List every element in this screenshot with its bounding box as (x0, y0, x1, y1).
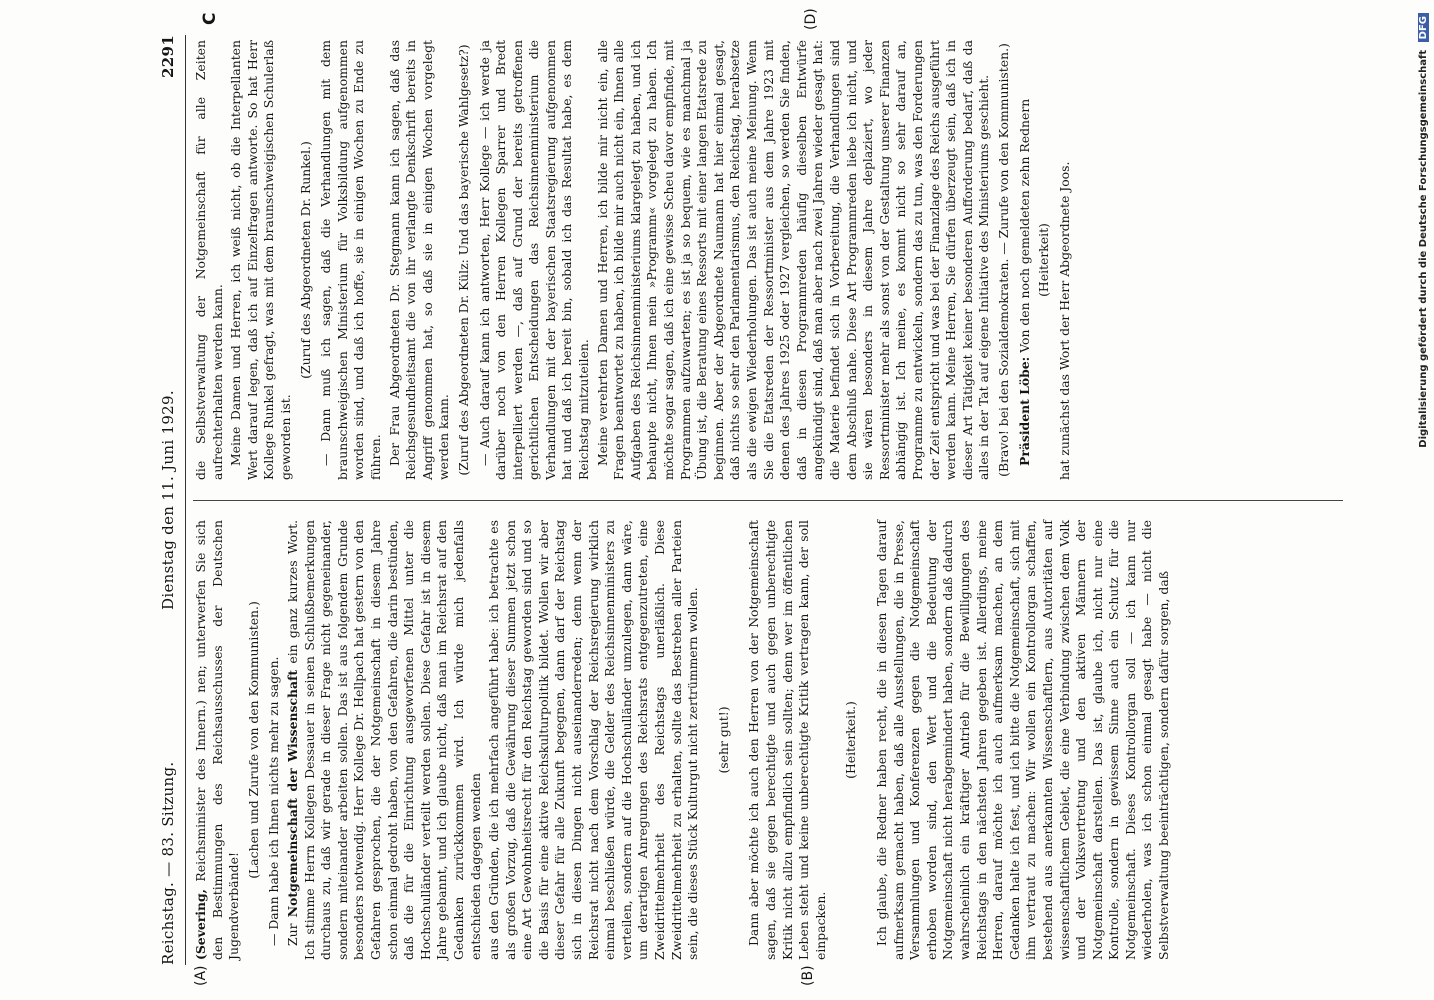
paragraph (266, 520, 283, 960)
emphasis: Notgemeinschaft der Wissenschaft (284, 669, 300, 918)
paragraph-text: Meine verehrten Damen und Herren, ich bilde mir nicht ein, alle Fragen beantwortet zu haben, ich bilde mir auch nicht ein, Ihnen alle Aufgaben des Reichsinnenministeriums klargelegt zu haben, und ich behaupte nicht, Ihnen mein »Programm« vorgelegt zu haben. Ich möchte sogar sagen, daß ich eine gewisse Scheu davor empfinde, mit Programmen aufzuwarten; es ist ja so bequem, wie es manchmal ja Übung ist, die Beratung eines Ressorts mit einer langen Etatsrede zu beginnen. Aber der Abgeordnete Naumann hat hier einmal gesagt, daß nichts so sehr den Parlamentarismus, den Reichstag, herabsetze als die ewigen Wiederholungen. Das ist auch meine Meinung. Wenn Sie die Etatsreden der Ressortminister aus dem Jahre 1923 mit denen des Jahres 1925 oder 1927 vergleichen, so werden Sie finden, daß in diesen Programmreden häufig dieselben Entwürfe angekündigt sind, daß man aber nach zwei Jahren wieder gesagt hat: die Materie befindet sich in Vorbereitung, die Verhandlungen sind dem Abschluß nahe. Diese Art Programmreden liebe ich nicht, und sie wären besonders in diesem Jahre deplaziert, wo jeder Ressortminister mehr als sonst von der Gestaltung unserer Finanzen abhängig ist. Ich meine, es kommt nicht so sehr darauf an, Programme zu entwickeln, sondern das zu tun, was den Forderungen der Zeit entspricht und was bei der Finanzlage des Reichs ausgeführt werden kann. Meine Herren, Sie dürfen überzeugt sein, daß ich in dieser Art Tätigkeit keiner besonderen Aufforderung bedarf, daß da alles in der Tat auf eigene Initiative des Ministeriums geschieht. (594, 40, 992, 480)
paragraph-text: hat zunächst das Wort der Herr Abgeordnete Joos. (1056, 161, 1072, 480)
paragraph-text: (Bravo! bei den Sozialdemokraten. — Zurufe von den Kommunisten.) (995, 43, 1011, 477)
paragraph (746, 520, 829, 960)
paragraph (285, 520, 484, 960)
paragraph-text: Reichsminister des Innern.) nen; unterwerfen Sie sich den Bestimmungen des Reichsausschusses der Deutschen Jugendverbände! (193, 520, 242, 960)
paragraph (595, 40, 993, 480)
margin-marker-a: (A) (193, 965, 209, 986)
margin-marker-c: C (200, 12, 220, 25)
page-header (159, 35, 183, 965)
funding-note: Digitalisierung gefördert durch die Deutsche Forschungsgemeinschaft (1418, 49, 1429, 448)
margin-marker-d: (D) (803, 8, 819, 30)
paragraph-text: Dann aber möchte ich auch den Herren von der Notgemeinschaft sagen, daß sie gegen berechtigte und auch gegen unberechtigte Kritik nicht allzu empfindlich sein sollten; denn wer im öffentlichen Leben steht und keine unberechtigte Kritik vertragen kann, der soll einpacken. (746, 520, 828, 960)
margin-marker-b: (B) (800, 965, 816, 986)
paragraph-lead: Zur (284, 917, 300, 946)
paragraph-text: die Selbstverwaltung der Notgemeinschaft für alle Zeiten aufrechterhalten werden kann. (193, 40, 225, 480)
paragraph-text: — Dann muß ich sagen, daß die Verhandlungen mit dem braunschweigischen Ministerium für Volksbildung aufgenommen worden sind, und daß ich hoffe, sie in einigen Wochen zu Ende zu führen. (318, 40, 383, 480)
interjection (716, 520, 733, 960)
paragraph-text: ein ganz kurzes Wort. Ich stimme Herrn Kollegen Dessauer in seinen Schlußbemerkungen durchaus zu, daß wir gerade in dieser Frage nicht gegeneinander, sondern miteinander arbeiten sollen. Das ist aus folgendem Grunde besonders notwendig. Herr Kollege Dr. Hellpach hat gestern von den Gefahren gesprochen, die der Notgemeinschaft in diesem Jahre schon einmal gedroht haben, von den Gefahren, die darin bestünden, daß die für die Einrichtung ausgeworfenen Mittel unter die Hochschulländer verteilt werden sollen. Diese Gefahr ist in diesem Jahre gebannt, und ich glaube nicht, daß man im Reichsrat auf den Gedanken zurückkommen wird. Ich würde mich jedenfalls entschieden dagegen wenden (284, 519, 483, 960)
emphasis: Präsident Löbe: (1016, 356, 1032, 466)
interjection (246, 520, 263, 960)
interjection (843, 520, 860, 960)
paragraph-text: — Auch darauf kann ich antworten, Herr Kollege — ich werde ja darüber noch von den Herren Kollegen Sparrer und Bredt interpelliert werden —, daß auf Grund der bereits getroffenen gerichtlichen Entscheidungen das Reichsinnenministerium die Verhandlungen mit der bayerischen Staatsregierung aufgenommen hat und daß ich bereit bin, sobald ich das Resultat habe, es dem Reichstag mitzuteilen. (476, 40, 592, 480)
interjection (996, 40, 1013, 480)
text-column-left (193, 520, 1175, 960)
paragraph-text: (Zuruf des Abgeordneten Dr. Külz: Und das bayerische Wahlgesetz?) (455, 44, 471, 476)
dfg-logo: DFG (1418, 13, 1429, 42)
interjection (456, 40, 473, 480)
paragraph (874, 520, 1173, 960)
paragraph-text: (Zuruf des Abgeordneten Dr. Runkel.) (297, 141, 313, 379)
paragraph-text: (sehr gut!) (715, 706, 731, 774)
paragraph (193, 40, 226, 480)
page-number: 2291 (159, 35, 177, 78)
paragraph (1057, 40, 1074, 480)
paragraph-text: (Heiterkeit) (1036, 223, 1052, 297)
paragraph-text: (Lachen und Zurufe von den Kommunisten.) (245, 601, 261, 879)
paragraph (318, 40, 384, 480)
header-rule (185, 35, 186, 965)
paragraph-text: Von den noch gemeldeten zehn Rednern (1016, 98, 1032, 357)
paragraph-text: — Dann habe ich Ihnen nichts mehr zu sagen. (266, 656, 282, 946)
paragraph-text: Der Frau Abgeordneten Dr. Stegmann kann ich sagen, daß das Reichsgesundheitsamt die von ihr verlangte Denkschrift bereits in Angriff genommen hat, so daß sie in einigen Wochen vorgelegt werden kann. (386, 40, 452, 480)
paragraph (1017, 40, 1034, 480)
header-date: Dienstag den 11. Juni 1929. (159, 390, 177, 610)
paragraph (477, 40, 593, 480)
emphasis: (Severing, (193, 889, 208, 960)
paragraph-text: aus den Gründen, die ich mehrfach angeführt habe: ich betrachte es als großen Vorzug, daß die Gewährung dieser Summen jetzt schon eine Art Gewohnheitsrecht für den Reichstag geworden sind und so die Basis für eine aktive Reichskulturpolitik bildet. Wollen wir aber dieser Gefahr für alle Zukunft begegnen, dann darf der Reichstag sich in diesen Dingen nicht auseinanderreden; denn wenn der Reichsrat nicht nach dem Vorschlag der Reichsregierung wirklich einmal beschließen würde, die Gelder des Reichsinnenministers zu verteilen, sondern auf die Hochschulländer umzulegen, dann wäre, um derartigen Anregungen des Reichsrats entgegenzutreten, eine Zweidrittelmehrheit des Reichstags unerläßlich. Diese Zweidrittelmehrheit zu erhalten, sollte das Bestreben aller Parteien sein, die dieses Stück Kulturgut nicht zertrümmern wollen. (486, 520, 701, 960)
rotated-document (75, 0, 1375, 1000)
paragraph-text: (Heiterkeit.) (843, 701, 859, 779)
paragraph (486, 520, 702, 960)
text-column-right (193, 40, 1075, 480)
paragraph (228, 40, 294, 480)
column-divider (193, 500, 1343, 501)
digitization-note (1418, 8, 1434, 998)
paragraph-text: Meine Damen und Herren, ich weiß nicht, ob die Interpellanten Wert darauf legen, daß ich auf Einzelfragen antworte. So hat Herr Kollege Runkel gefragt, was mit dem braunschweigischen Schulerlaß geworden ist. (228, 40, 293, 480)
interjection (298, 40, 315, 480)
interjection (1036, 40, 1053, 480)
paragraph (193, 520, 243, 960)
paragraph-text: Ich glaube, die Redner haben recht, die in diesen Tagen darauf aufmerksam gemacht haben, daß alle Ausstellungen, die in Presse, Versammlungen und Konferenzen gegen die Notgemeinschaft erhoben worden sind, den Wert und die Bedeutung der Notgemeinschaft nicht herabgemindert haben, sondern daß dadurch wahrscheinlich ein kräftiger Antrieb für die Bewilligungen des Reichstags in den nächsten Jahren gegeben ist. Allerdings, meine Herren, darauf möchte ich auch aufmerksam machen, an dem Gedanken halte ich fest, und ich bitte die Notgemeinschaft, sich mit ihm vertraut zu machen: Wir wollen ein Kontrollorgan schaffen, bestehend aus anerkannten Wissenschaftlern, aus Autoritäten auf wissenschaftlichem Gebiet, die eine Verbindung zwischen dem Volk und der Volksvertretung und den aktiven Männern der Notgemeinschaft darstellen. Das ist, glaube ich, nicht nur eine Kontrolle, sondern in gewissem Sinne auch ein Schutz für die Notgemeinschaft. Dieses Kontrollorgan soll — ich kann nur wiederholen, was ich schon einmal gesagt habe — nicht die Selbstverwaltung beeinträchtigen, sondern dafür sorgen, daß (873, 520, 1172, 960)
paragraph (387, 40, 453, 480)
header-session: Reichstag. — 83. Sitzung. (159, 761, 177, 965)
